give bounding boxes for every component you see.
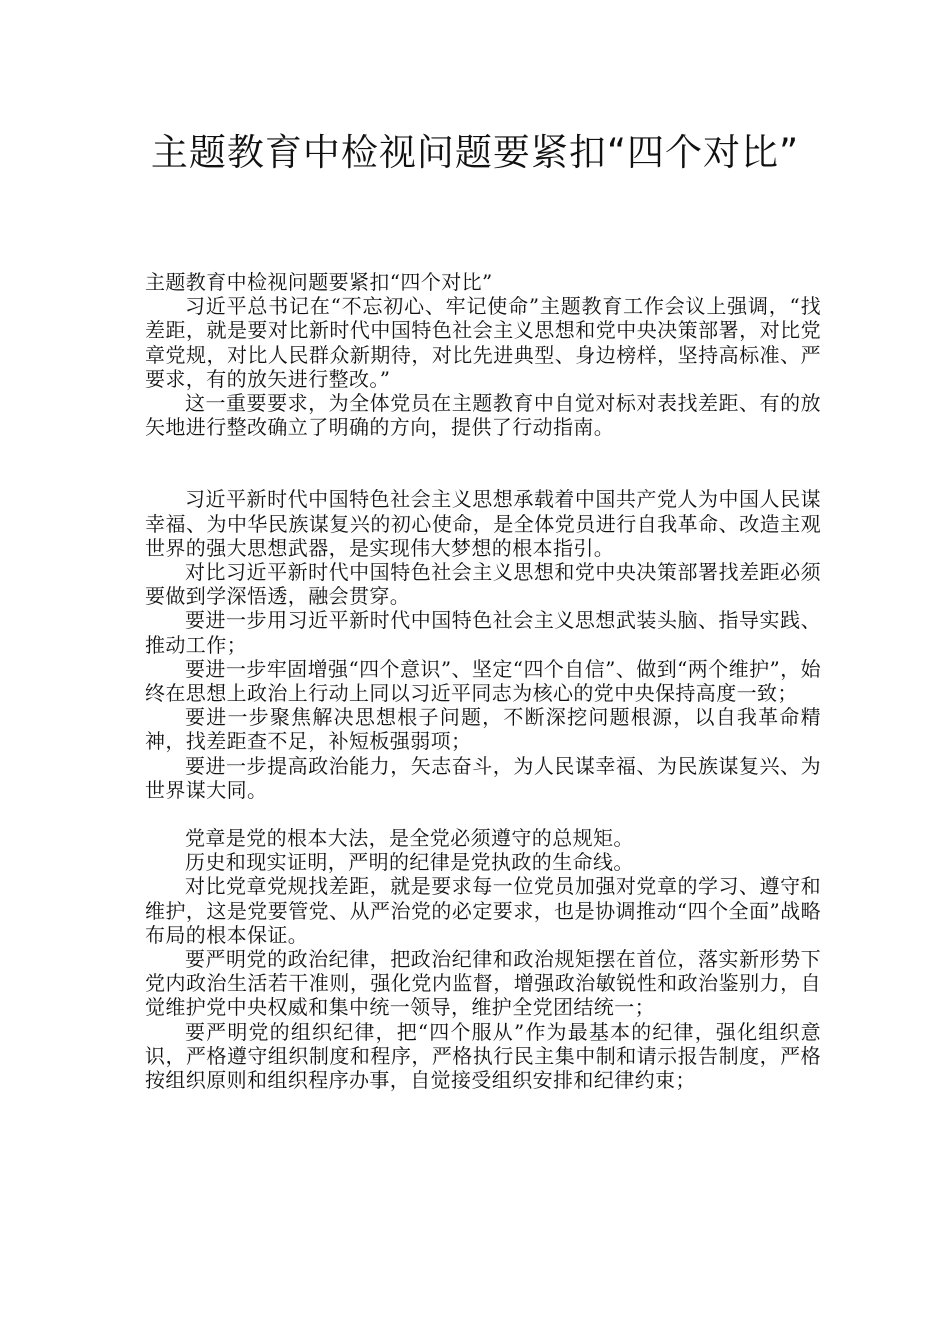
body-paragraph: 要进一步提高政治能力，矢志奋斗，为人民谋幸福、为民族谋复兴、为世界谋大同。 [145, 753, 821, 802]
body-paragraph: 这一重要要求，为全体党员在主题教育中自觉对标对表找差距、有的放矢地进行整改确立了明确的方向，提供了行动指南。 [145, 391, 821, 440]
body-paragraph: 要进一步用习近平新时代中国特色社会主义思想武装头脑、指导实践、推动工作； [145, 608, 821, 657]
document-body [145, 270, 821, 1092]
body-paragraph: 要严明党的政治纪律，把政治纪律和政治规矩摆在首位，落实新形势下党内政治生活若干准则，强化党内监督，增强政治敏锐性和政治鉴别力，自觉维护党中央权威和集中统一领导，维护全党团结统一； [145, 947, 821, 1020]
body-paragraph: 对比党章党规找差距，就是要求每一位党员加强对党章的学习、遵守和维护，这是党要管党、从严治党的必定要求，也是协调推动“四个全面”战略布局的根本保证。 [145, 874, 821, 947]
body-paragraph: 习近平新时代中国特色社会主义思想承载着中国共产党人为中国人民谋幸福、为中华民族谋复兴的初心使命，是全体党员进行自我革命、改造主观世界的强大思想武器，是实现伟大梦想的根本指引。 [145, 487, 821, 560]
document-title: 主题教育中检视问题要紧扣“四个对比” [150, 131, 800, 174]
body-paragraph: 历史和现实证明，严明的纪律是党执政的生命线。 [185, 850, 634, 875]
body-paragraph: 党章是党的根本大法，是全党必须遵守的总规矩。 [185, 826, 634, 851]
subtitle-paragraph: 主题教育中检视问题要紧扣“四个对比” [145, 270, 493, 294]
section-spacer [145, 802, 821, 826]
section-spacer [145, 439, 821, 487]
body-paragraph: 要进一步牢固增强“四个意识”、坚定“四个自信”、做到“两个维护”，始终在思想上政治上行动上同以习近平同志为核心的党中央保持高度一致； [145, 656, 821, 706]
body-paragraph: 要严明党的组织纪律，把“四个服从”作为最基本的纪律，强化组织意识，严格遵守组织制度和程序，严格执行民主集中制和请示报告制度，严格按组织原则和组织程序办事，自觉接受组织安排和纪律约束； [145, 1019, 821, 1093]
body-paragraph: 习近平总书记在“不忘初心、牢记使命”主题教育工作会议上强调，“找差距，就是要对比新时代中国特色社会主义思想和党中央决策部署，对比党章党规，对比人民群众新期待，对比先进典型、身边榜样，坚持高标准、严要求，有的放矢进行整改。” [145, 294, 821, 391]
body-paragraph: 对比习近平新时代中国特色社会主义思想和党中央决策部署找差距必须要做到学深悟透，融会贯穿。 [145, 560, 821, 609]
body-paragraph: 要进一步聚焦解决思想根子问题，不断深挖问题根源，以自我革命精神，找差距查不足，补短板强弱项； [145, 705, 821, 754]
